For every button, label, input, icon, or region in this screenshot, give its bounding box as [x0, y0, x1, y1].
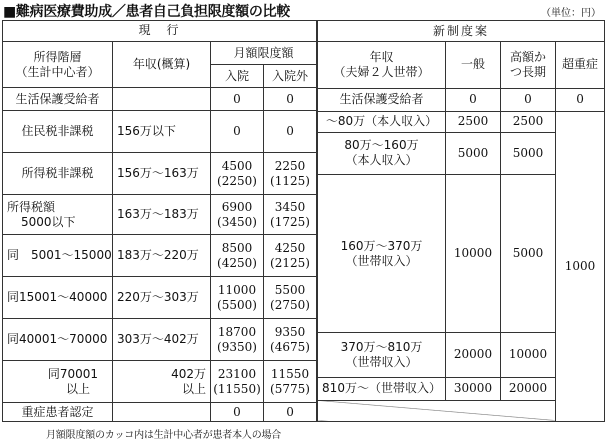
col-annual-income-header: 年収(概算)	[113, 41, 211, 87]
outpatient-cell: 9350 (4675)	[264, 319, 317, 361]
high-long-cell: 2500	[501, 111, 556, 132]
annual-income-cell: 156万〜163万	[113, 153, 211, 195]
col-high-long-header: 高額か つ長期	[501, 42, 556, 88]
table-row	[3, 403, 317, 422]
col-income-level-header: 所得階層 （生計中心者）	[3, 41, 113, 87]
income-level-cell: 重症患者認定	[3, 403, 113, 422]
outpatient-cell: 11550 (5775)	[264, 361, 317, 403]
annual-income-cell: 220万〜303万	[113, 277, 211, 319]
household-income-cell: 生活保護受給者	[318, 88, 446, 111]
severe-cell: 1000	[556, 111, 605, 421]
general-cell: 0	[446, 88, 501, 111]
high-long-cell: 5000	[501, 132, 556, 174]
household-income-cell: 80万〜160万 （本人収入）	[318, 132, 446, 174]
table-row	[3, 277, 317, 319]
outpatient-cell: 0	[264, 111, 317, 153]
household-income-cell: 〜80万（本人収入）	[318, 111, 446, 132]
annual-income-cell	[113, 88, 211, 111]
outpatient-cell: 2250 (1125)	[264, 153, 317, 195]
outpatient-cell: 0	[264, 403, 317, 422]
annual-income-cell	[113, 403, 211, 422]
new-heading: 新制度案	[318, 21, 605, 42]
general-cell: 30000	[446, 377, 501, 400]
general-cell: 10000	[446, 175, 501, 333]
unit-label: （単位：円）	[541, 8, 601, 19]
high-long-cell: 10000	[501, 333, 556, 377]
income-level-cell: 同 5001〜15000	[3, 235, 113, 277]
income-level-cell: 生活保護受給者	[3, 88, 113, 111]
table-row	[318, 88, 605, 111]
annual-income-cell: 163万〜183万	[113, 195, 211, 235]
current-heading: 現 行	[3, 21, 317, 42]
general-cell: 5000	[446, 132, 501, 174]
household-income-cell: 160万〜370万 （世帯収入）	[318, 175, 446, 333]
outpatient-cell: 0	[264, 88, 317, 111]
high-long-cell: 5000	[501, 175, 556, 333]
inpatient-cell: 18700 (9350)	[211, 319, 264, 361]
outpatient-cell: 5500 (2750)	[264, 277, 317, 319]
table-row	[3, 195, 317, 235]
high-long-cell: 20000	[501, 377, 556, 400]
inpatient-cell: 0	[211, 403, 264, 422]
inpatient-cell: 8500 (4250)	[211, 235, 264, 277]
empty-diagonal-cell	[318, 400, 556, 421]
income-level-cell: 所得税非課税	[3, 153, 113, 195]
table-row	[3, 111, 317, 153]
inpatient-cell: 0	[211, 111, 264, 153]
household-income-cell: 810万〜（世帯収入）	[318, 377, 446, 400]
household-income-cell: 370万〜810万 （世帯収入）	[318, 333, 446, 377]
high-long-cell: 0	[501, 88, 556, 111]
general-cell: 2500	[446, 111, 501, 132]
current-system-table	[2, 20, 317, 422]
inpatient-cell: 4500 (2250)	[211, 153, 264, 195]
col-outpatient-header: 入院外	[264, 65, 317, 88]
table-row	[3, 235, 317, 277]
inpatient-cell: 0	[211, 88, 264, 111]
page-title: ■難病医療費助成／患者自己負担限度額の比較	[3, 4, 290, 20]
annual-income-cell: 156万以下	[113, 111, 211, 153]
outpatient-cell: 3450 (1725)	[264, 195, 317, 235]
col-monthly-limit-header: 月額限度額	[211, 41, 317, 64]
income-level-cell: 同40001〜70000	[3, 319, 113, 361]
inpatient-cell: 6900 (3450)	[211, 195, 264, 235]
outpatient-cell: 4250 (2125)	[264, 235, 317, 277]
income-level-cell: 同70001 以上	[3, 361, 113, 403]
table-row	[318, 111, 605, 132]
annual-income-cell: 183万〜220万	[113, 235, 211, 277]
annual-income-cell: 402万 以上	[113, 361, 211, 403]
col-general-header: 一般	[446, 42, 501, 88]
income-level-cell: 所得税額 5000以下	[3, 195, 113, 235]
col-household-income-header: 年収 （夫婦２人世帯）	[318, 42, 446, 88]
inpatient-cell: 11000 (5500)	[211, 277, 264, 319]
severe-cell: 0	[556, 88, 605, 111]
inpatient-cell: 23100 (11550)	[211, 361, 264, 403]
table-row	[3, 319, 317, 361]
table-row	[3, 88, 317, 111]
annual-income-cell: 303万〜402万	[113, 319, 211, 361]
table-row	[3, 361, 317, 403]
income-level-cell: 住民税非課税	[3, 111, 113, 153]
footnote: 月額限度額のカッコ内は生計中心者が患者本人の場合	[46, 430, 282, 441]
col-severe-header: 超重症	[556, 42, 605, 88]
general-cell: 20000	[446, 333, 501, 377]
new-system-table	[317, 20, 605, 422]
income-level-cell: 同15001〜40000	[3, 277, 113, 319]
table-row	[3, 153, 317, 195]
col-inpatient-header: 入院	[211, 65, 264, 88]
